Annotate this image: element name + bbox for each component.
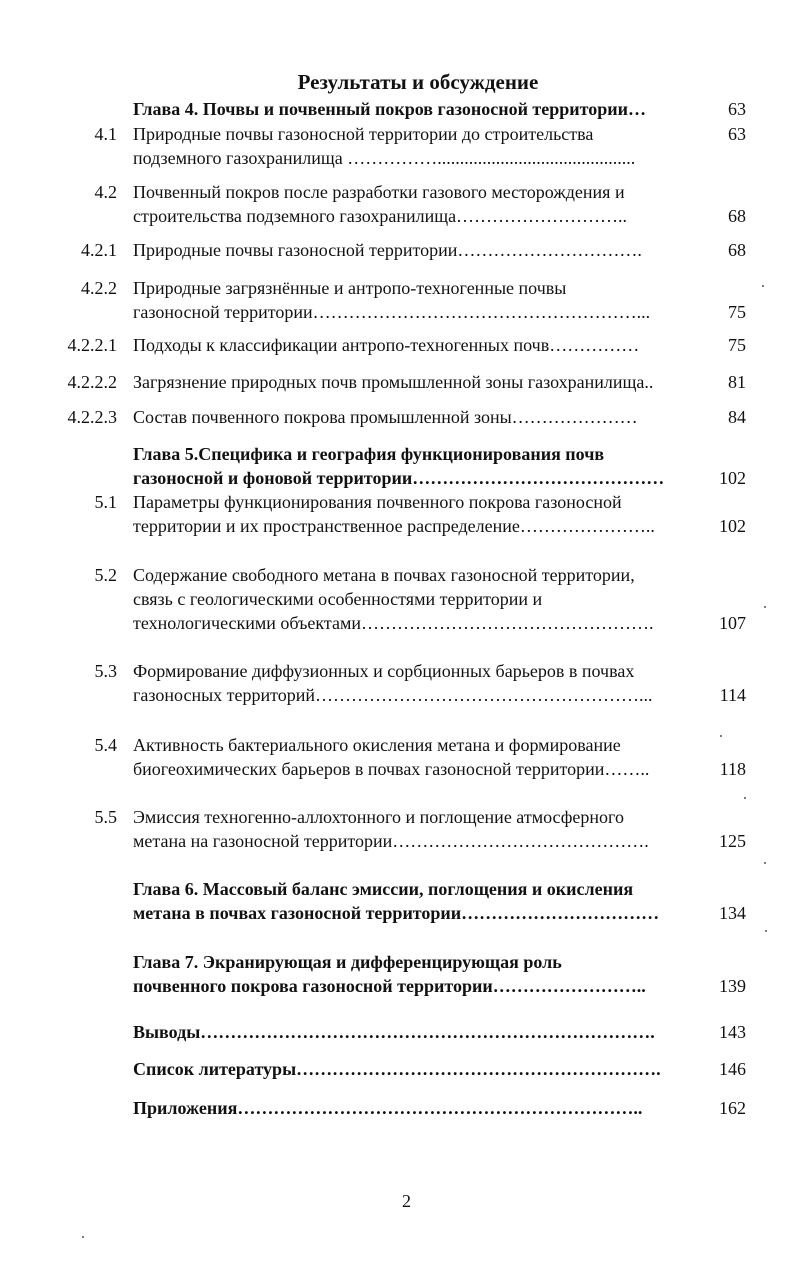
toc-entry-number: 4.2.2.1 (67, 335, 117, 355)
toc-entry-page-number: 125 (719, 831, 746, 851)
toc-entry-page-number: 107 (719, 613, 746, 633)
toc-entry-page-number: 102 (719, 516, 746, 536)
toc-entry-title-line: Природные загрязнённые и антропо-техногенные почвы (133, 278, 567, 298)
toc-entry-page-number: 84 (728, 407, 746, 427)
toc-entry-page-number: 68 (728, 206, 746, 226)
toc-entry-title-line: Природные почвы газоносной территории…………………………. (133, 240, 642, 260)
toc-entry-title-line: Список литературы……………………………………………………. (133, 1059, 661, 1079)
toc-entry-number: 4.2.1 (81, 240, 117, 260)
toc-entry-title-line: биогеохимических барьеров в почвах газоносной территории…….. (133, 759, 650, 779)
toc-entry-title-line: Выводы…………………………………………………………………. (133, 1022, 655, 1042)
toc-entry-number: 5.5 (94, 807, 117, 827)
toc-entry (0, 490, 793, 538)
toc-entry-title-line: Почвенный покров после разработки газового месторождения и (133, 182, 625, 202)
toc-entry-title-line: Глава 4. Почвы и почвенный покров газоносной территории… (133, 99, 647, 119)
toc-entry (0, 563, 793, 635)
toc-entry-title-line: Загрязнение природных почв промышленной зоны газохранилища.. (133, 372, 654, 392)
toc-entry-number: 4.2.2.2 (67, 372, 117, 392)
toc-entry (0, 276, 793, 324)
toc-entry-page-number: 63 (728, 124, 746, 144)
toc-entry-title-line: метана на газоносной территории……………………………………. (133, 831, 649, 851)
toc-entry-title-line: Эмиссия техногенно-аллохтонного и поглощение атмосферного (133, 807, 624, 827)
toc-entry (0, 122, 793, 170)
toc-entry-number: 5.3 (94, 661, 117, 681)
toc-entry (0, 333, 793, 357)
toc-entry (0, 180, 793, 228)
toc-entry-title-line: Глава 7. Экранирующая и дифференцирующая роль (133, 952, 562, 972)
toc-entry-page-number: 162 (719, 1098, 746, 1118)
toc-entry-page-number: 114 (719, 685, 746, 705)
toc-entry-title-line: Глава 5.Специфика и география функционирования почв (133, 444, 605, 464)
scan-speck (765, 930, 767, 932)
toc-entry-page-number: 63 (728, 99, 746, 119)
toc-entry-title-line: связь с геологическими особенностями территории и (133, 589, 543, 609)
section-heading: Результаты и обсуждение (297, 70, 539, 94)
toc-entry-title-line: почвенного покрова газоносной территории…………………….. (133, 976, 646, 996)
toc-entry-page-number: 68 (728, 240, 746, 260)
toc-entry (0, 805, 793, 853)
scan-speck (762, 285, 764, 287)
toc-entry-page-number: 139 (719, 976, 746, 996)
toc-entry-page-number: 143 (719, 1022, 746, 1042)
toc-entry-title-line: подземного газохранилища ……………............................................ (133, 148, 636, 168)
toc-entry-page-number: 102 (719, 468, 746, 488)
toc-entry-title-line: метана в почвах газоносной территории…………………………… (133, 903, 660, 923)
toc-entry-title-line: газоносной и фоновой территории…………………………………… (133, 468, 665, 488)
toc-entry (0, 950, 793, 998)
toc-entry-title-line: Параметры функционирования почвенного покрова газоносной (133, 492, 622, 512)
scan-speck (720, 735, 722, 737)
toc-entry-page-number: 134 (719, 903, 746, 923)
toc-entry-number: 5.1 (94, 492, 117, 512)
toc-entry-page-number: 81 (728, 372, 746, 392)
toc-entry-number: 4.2 (94, 182, 117, 202)
toc-entry (0, 733, 793, 781)
toc-entry-title-line: Глава 6. Массовый баланс эмиссии, поглощения и окисления (133, 879, 634, 899)
toc-entry-page-number: 146 (719, 1059, 746, 1079)
toc-entry (0, 442, 793, 490)
toc-entry (0, 97, 793, 121)
toc-entry (0, 370, 793, 394)
toc-entry-title-line: Активность бактериального окисления метана и формирование (133, 735, 621, 755)
scan-speck (82, 1236, 84, 1238)
toc-entry (0, 405, 793, 429)
toc-entry-page-number: 118 (719, 759, 746, 779)
scan-speck (764, 606, 766, 608)
toc-entry-page-number: 75 (728, 335, 746, 355)
toc-entry-title-line: газоносной территории………………………………………………... (133, 302, 651, 322)
scan-speck (764, 862, 766, 864)
toc-entry-title-line: территории и их пространственное распределение………………….. (133, 516, 655, 536)
toc-entry-page-number: 75 (728, 302, 746, 322)
toc-entry (0, 1057, 793, 1081)
toc-entry (0, 659, 793, 707)
toc-entry-title-line: Приложения………………………………………………………….. (133, 1098, 643, 1118)
toc-entry-title-line: Состав почвенного покрова промышленной зоны………………… (133, 407, 638, 427)
toc-entry-title-line: Содержание свободного метана в почвах газоносной территории, (133, 565, 635, 585)
toc-entry-number: 4.2.2.3 (67, 407, 117, 427)
toc-entry (0, 1020, 793, 1044)
toc-entry-number: 5.4 (94, 735, 117, 755)
toc-entry-title-line: Природные почвы газоносной территории до строительства (133, 124, 594, 144)
toc-entry (0, 877, 793, 925)
page-number: 2 (402, 1191, 411, 1211)
toc-entry-title-line: строительства подземного газохранилища……………………….. (133, 206, 628, 226)
toc-entry-title-line: Подходы к классификации антропо-техногенных почв…………… (133, 335, 640, 355)
toc-entry-number: 4.1 (94, 124, 117, 144)
toc-entry-title-line: Формирование диффузионных и сорбционных барьеров в почвах (133, 661, 635, 681)
toc-entry-title-line: газоносных территорий………………………………………………... (133, 685, 653, 705)
toc-entry (0, 1096, 793, 1120)
scan-speck (744, 797, 746, 799)
toc-entry (0, 238, 793, 262)
toc-entry-title-line: технологическими объектами…………………………………………. (133, 613, 654, 633)
toc-entry-number: 5.2 (94, 565, 117, 585)
toc-entry-number: 4.2.2 (81, 278, 117, 298)
